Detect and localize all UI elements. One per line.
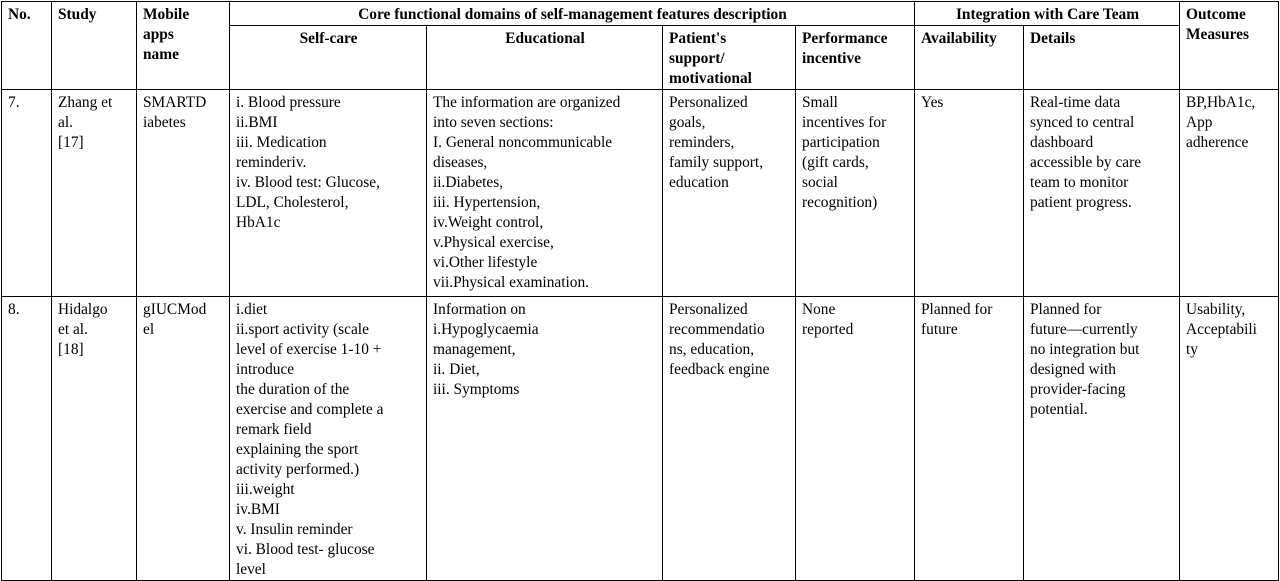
cell-self-care: i. Blood pressure ii.BMI iii. Medication reminderiv. iv. Blood test: Glucose, LDL, Cholesterol, HbA1c [230, 90, 427, 297]
header-availability: Availability [915, 26, 1024, 90]
cell-incentive: Small incentives for participation (gift cards, social recognition) [796, 90, 915, 297]
header-details: Details [1024, 26, 1180, 90]
header-educational: Educational [427, 26, 663, 90]
cell-support: Personalized recommendatio ns, education, feedback engine [663, 297, 796, 581]
header-no: No. [2, 2, 52, 90]
cell-app: gIUCMod el [137, 297, 230, 581]
cell-outcome: Usability, Acceptabili ty [1180, 297, 1279, 581]
header-core-domains: Core functional domains of self-management features description [230, 2, 915, 26]
header-self-care: Self-care [230, 26, 427, 90]
header-row-1 [2, 2, 1279, 26]
cell-outcome: BP,HbA1c, App adherence [1180, 90, 1279, 297]
table-row [2, 90, 1279, 297]
header-performance-incentive: Performance incentive [796, 26, 915, 90]
cell-study: Hidalgo et al. [18] [52, 297, 137, 581]
cell-support: Personalized goals, reminders, family support, education [663, 90, 796, 297]
header-study: Study [52, 2, 137, 90]
header-app-name: Mobile apps name [137, 2, 230, 90]
cell-educational: Information on i.Hypoglycaemia management, ii. Diet, iii. Symptoms [427, 297, 663, 581]
cell-app: SMARTD iabetes [137, 90, 230, 297]
cell-educational: The information are organized into seven sections: I. General noncommunicable diseases, ii.Diabetes, iii. Hypertension, iv.Weight control, v.Physical exercise, vi.Other lifestyle vii.Physical examination. [427, 90, 663, 297]
studies-table [1, 1, 1279, 581]
header-patient-support: Patient's support/ motivational [663, 26, 796, 90]
table-row [2, 297, 1279, 581]
cell-availability: Planned for future [915, 297, 1024, 581]
cell-incentive: None reported [796, 297, 915, 581]
cell-no: 7. [2, 90, 52, 297]
header-integration: Integration with Care Team [915, 2, 1180, 26]
header-outcome: Outcome Measures [1180, 2, 1279, 90]
cell-no: 8. [2, 297, 52, 581]
cell-availability: Yes [915, 90, 1024, 297]
cell-study: Zhang et al. [17] [52, 90, 137, 297]
cell-details: Real-time data synced to central dashboard accessible by care team to monitor patient progress. [1024, 90, 1180, 297]
cell-details: Planned for future—currently no integration but designed with provider-facing potential. [1024, 297, 1180, 581]
cell-self-care: i.diet ii.sport activity (scale level of exercise 1-10 + introduce the duration of the exercise and complete a remark field explaining the sport activity performed.) iii.weight iv.BMI v. Insulin reminder vi. Blood test- glucose level [230, 297, 427, 581]
